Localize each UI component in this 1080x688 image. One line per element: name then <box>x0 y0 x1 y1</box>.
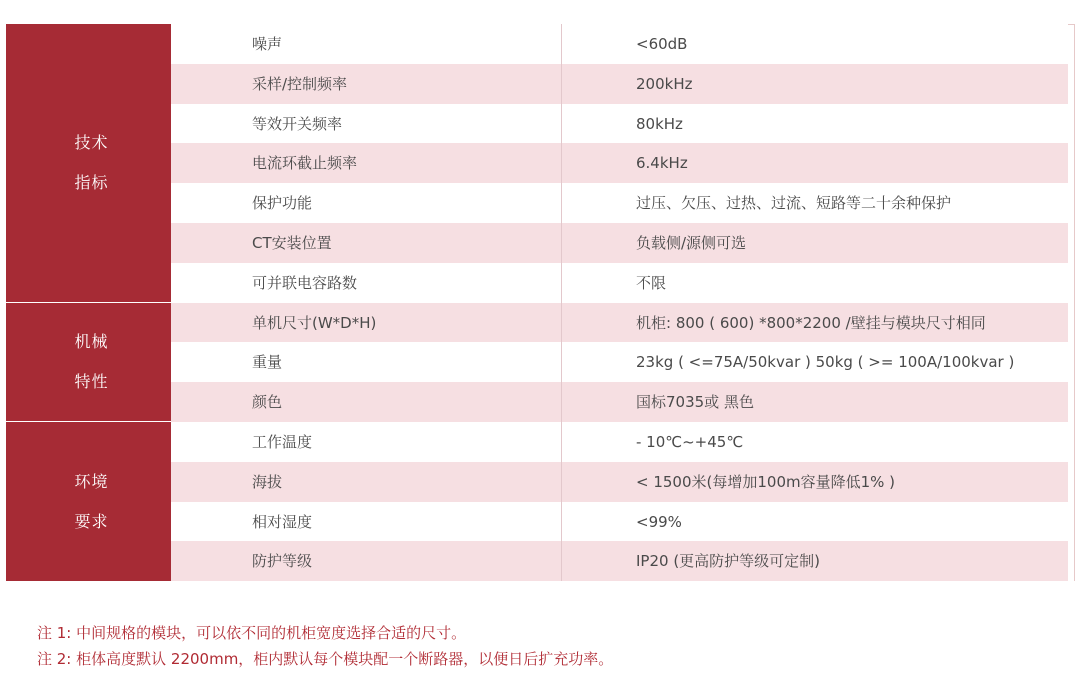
param-name: 重量 <box>252 353 283 372</box>
table-row <box>171 64 1068 104</box>
table-row <box>171 24 1068 64</box>
category-label: 环境 要求 <box>74 471 109 531</box>
category-label: 机械 特性 <box>74 332 109 391</box>
param-value: - 10℃~+45℃ <box>636 433 744 451</box>
category-technical <box>6 24 177 302</box>
param-name: 单机尺寸(W*D*H) <box>252 313 377 332</box>
category-mechanical <box>6 303 177 421</box>
param-value: 80kHz <box>636 114 683 133</box>
param-name: 噪声 <box>252 35 283 53</box>
table-row <box>171 462 1068 502</box>
param-value: 机柜: 800 ( 600) *800*2200 /壁挂与模块尺寸相同 <box>636 313 986 332</box>
table-row <box>171 502 1068 542</box>
param-value: <60dB <box>636 35 688 53</box>
param-name: CT安装位置 <box>252 234 332 252</box>
table-row <box>171 183 1068 223</box>
param-name: 可并联电容路数 <box>252 273 358 292</box>
param-value: 200kHz <box>636 74 693 93</box>
param-name: 电流环截止频率 <box>252 154 358 173</box>
param-value: 国标7035或 黑色 <box>636 393 754 412</box>
footnotes <box>37 620 613 672</box>
param-name: 颜色 <box>252 393 283 412</box>
table-row <box>171 143 1068 183</box>
table-row <box>171 382 1068 422</box>
param-value: 6.4kHz <box>636 154 688 173</box>
param-name: 海拔 <box>252 472 283 491</box>
param-name: 相对湿度 <box>252 512 313 531</box>
table-row <box>171 422 1068 462</box>
param-value: 23kg ( <=75A/50kvar ) 50kg ( >= 100A/100kvar ) <box>636 353 1015 372</box>
param-name: 保护功能 <box>252 194 313 213</box>
footnote: 注 1: 中间规格的模块，可以依不同的机柜宽度选择合适的尺寸。 <box>37 624 467 642</box>
param-name: 等效开关频率 <box>252 114 343 133</box>
column-divider <box>561 24 562 581</box>
table-row <box>171 263 1068 303</box>
table-row <box>171 223 1068 263</box>
table-row <box>171 303 1068 343</box>
param-value: 过压、欠压、过热、过流、短路等二十余种保护 <box>636 194 952 213</box>
category-environment <box>6 422 177 581</box>
param-value: <99% <box>636 512 682 531</box>
param-value: 不限 <box>636 273 667 292</box>
param-value: IP20 (更高防护等级可定制) <box>636 552 821 571</box>
param-name: 防护等级 <box>252 552 313 571</box>
table-row <box>171 541 1068 581</box>
category-label: 技术 指标 <box>74 133 109 192</box>
table-row <box>171 104 1068 144</box>
param-name: 工作温度 <box>252 433 313 451</box>
table-row <box>171 342 1068 382</box>
param-value: < 1500米(每增加100m容量降低1% ) <box>636 472 896 491</box>
param-name: 采样/控制频率 <box>252 74 348 93</box>
footnote: 注 2: 柜体高度默认 2200mm，柜内默认每个模块配一个断路器，以便日后扩充功率。 <box>37 650 614 668</box>
param-value: 负载侧/源侧可选 <box>636 234 747 252</box>
